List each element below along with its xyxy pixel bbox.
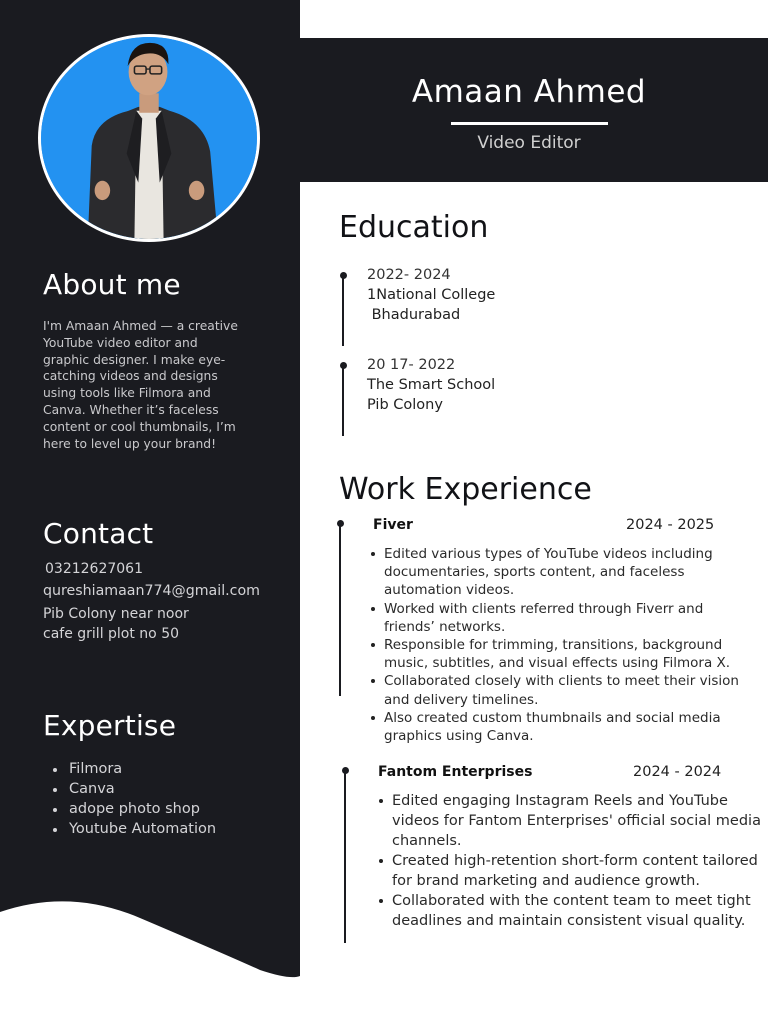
job-company: Fiver [373, 517, 413, 533]
job-duty: Edited engaging Instagram Reels and YouTube videos for Fantom Enterprises' official social media channels. [376, 791, 761, 851]
contact-address: Pib Colony near noor cafe grill plot no 50 [43, 606, 189, 642]
person-name: Amaan Ahmed [411, 74, 647, 110]
expertise-item: adope photo shop [43, 799, 216, 819]
education-entry [367, 265, 495, 325]
decorative-wave [0, 880, 300, 1024]
job-company: Fantom Enterprises [378, 764, 533, 780]
education-location: Pib Colony [367, 397, 443, 413]
expertise-heading: Expertise [43, 709, 177, 742]
job-duty: Collaborated with the content team to meet tight deadlines and maintain consistent visual quality. [376, 891, 761, 931]
job-duty: Responsible for trimming, transitions, background music, subtitles, and visual effects using Filmora X. [368, 636, 758, 672]
education-years: 20 17- 2022 [367, 357, 456, 373]
timeline-line [344, 771, 346, 943]
timeline-line [342, 276, 344, 346]
about-heading: About me [43, 268, 181, 301]
job-years: 2024 - 2024 [633, 764, 722, 780]
job-years: 2024 - 2025 [626, 517, 715, 533]
job-duty: Also created custom thumbnails and social media graphics using Canva. [368, 709, 758, 745]
contact-email: qureshiamaan774@gmail.com [43, 583, 260, 599]
job-duty: Edited various types of YouTube videos including documentaries, sports content, and faceless automation videos. [368, 545, 758, 600]
work-experience-heading: Work Experience [339, 472, 592, 507]
header-band [300, 38, 768, 182]
expertise-item: Canva [43, 779, 216, 799]
education-location: Bhadurabad [367, 307, 461, 323]
education-school: 1National College [367, 287, 496, 303]
education-heading: Education [339, 210, 489, 245]
job-duties-list [376, 791, 761, 931]
contact-heading: Contact [43, 517, 154, 550]
job-duty: Created high-retention short-form content tailored for brand marketing and audience growth. [376, 851, 761, 891]
education-entry [367, 355, 495, 415]
person-portrait-icon [41, 37, 257, 239]
expertise-list [43, 759, 216, 839]
expertise-item: Filmora [43, 759, 216, 779]
name-divider [451, 122, 608, 125]
education-years: 2022- 2024 [367, 267, 451, 283]
job-duties-list [368, 545, 758, 745]
job-duty: Worked with clients referred through Fiverr and friends’ networks. [368, 600, 758, 636]
timeline-line [342, 366, 344, 436]
contact-list [43, 559, 260, 644]
contact-phone: 03212627061 [45, 561, 143, 577]
profile-photo [38, 34, 260, 242]
about-text: I'm Amaan Ahmed — a creative YouTube video editor and graphic designer. I make eye-catching videos and designs using tools like Filmora and Canva. Whether it’s faceless content or cool thumbnails, I’m here to level up your brand! [43, 319, 238, 451]
timeline-line [339, 524, 341, 696]
job-title: Video Editor [477, 133, 581, 153]
education-school: The Smart School [367, 377, 496, 393]
expertise-item: Youtube Automation [43, 819, 216, 839]
job-duty: Collaborated closely with clients to meet their vision and delivery timelines. [368, 672, 758, 708]
sidebar [0, 0, 300, 1024]
